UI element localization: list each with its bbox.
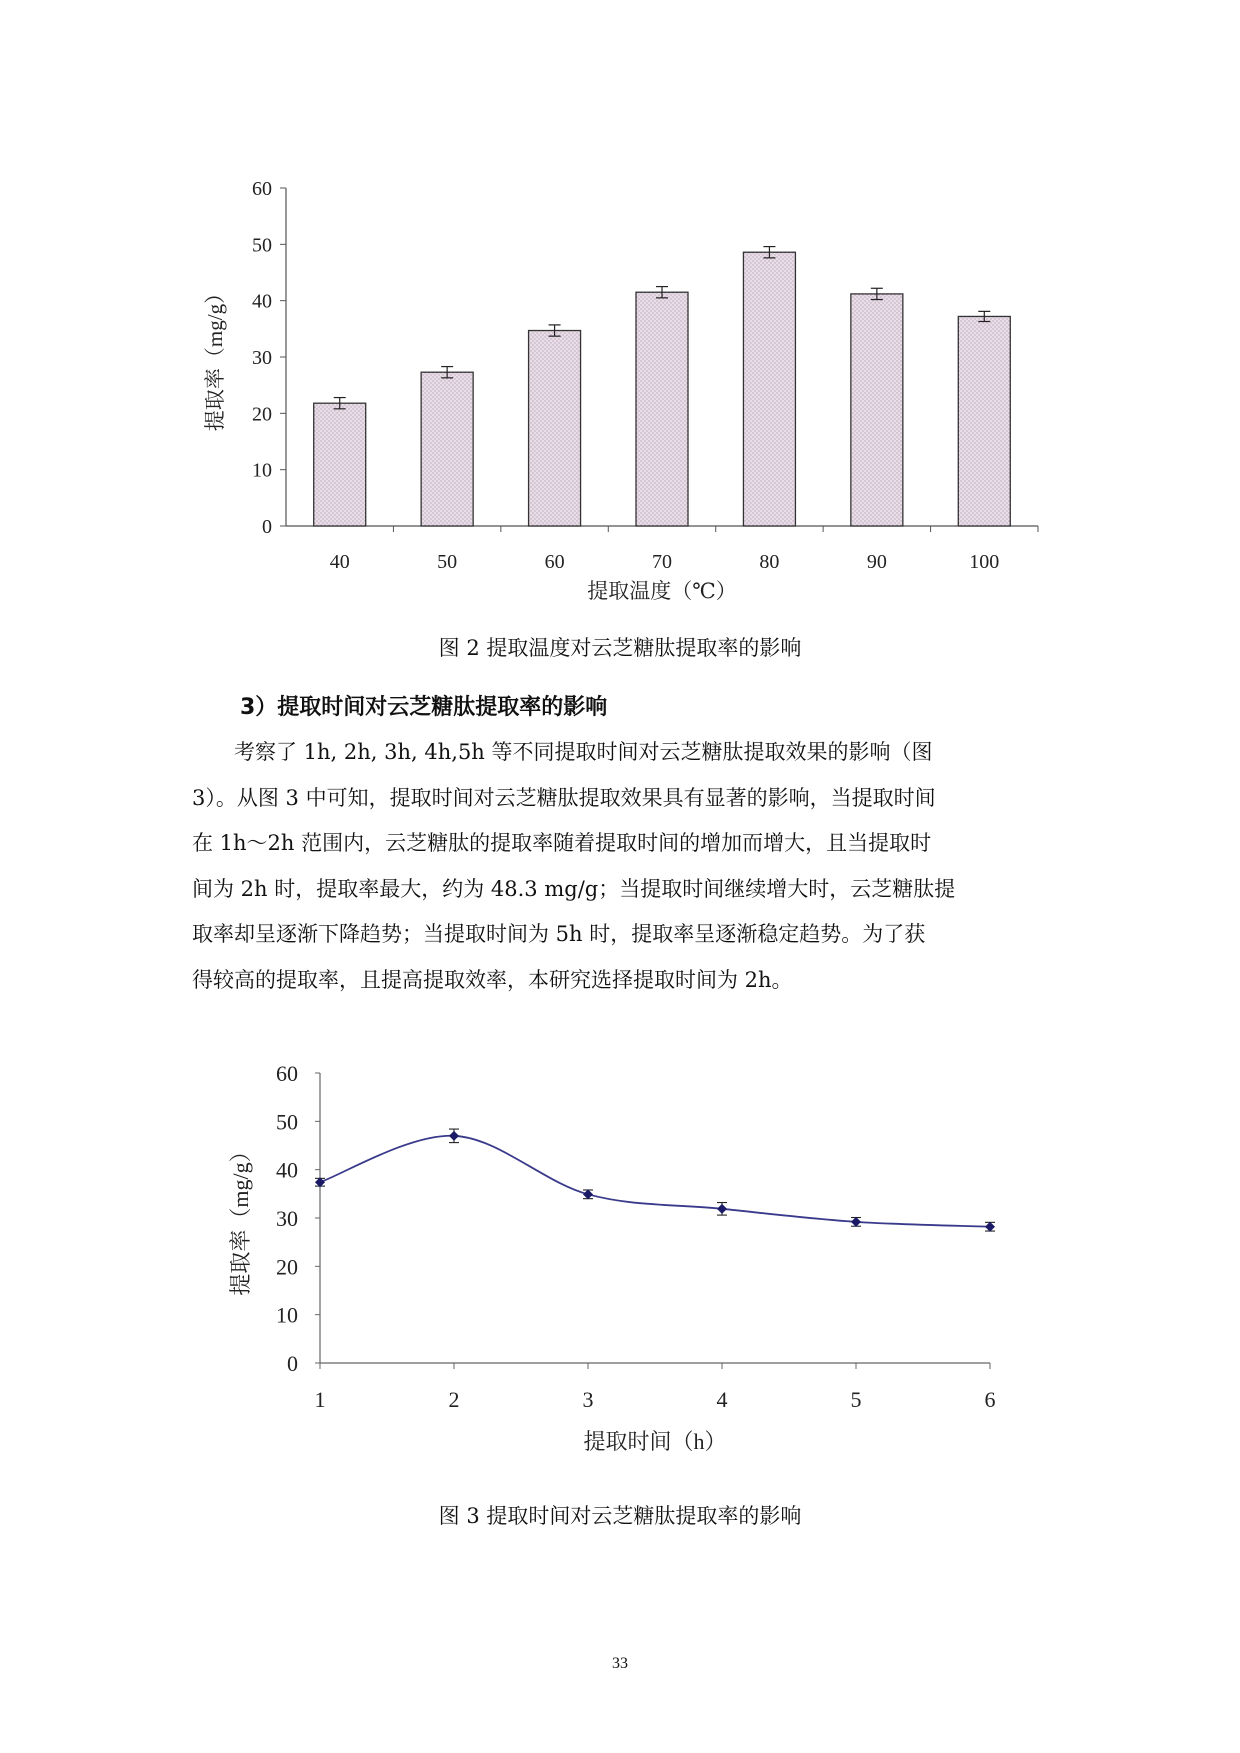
x-tick-label: 80 [759, 551, 780, 573]
x-axis-title: 提取时间（h） [583, 1429, 727, 1454]
bar-90 [851, 294, 903, 526]
y-axis-title: 提取率（mg/g） [203, 282, 227, 432]
x-tick-label: 3 [582, 1387, 594, 1412]
bar-100 [958, 316, 1010, 526]
x-tick-label: 100 [969, 551, 1000, 573]
bar-70 [636, 292, 688, 526]
y-tick-label: 10 [276, 1302, 298, 1328]
x-tick-label: 90 [866, 551, 887, 573]
data-point-marker [851, 1217, 861, 1227]
bar-40 [314, 403, 366, 526]
figure-3-caption: 图 3 提取时间对云芝糖肽提取率的影响 [438, 1504, 802, 1528]
x-tick-label: 40 [329, 551, 350, 573]
figure-2-bar-chart [190, 170, 1050, 603]
x-tick-label: 6 [984, 1387, 996, 1412]
y-tick-label: 0 [287, 1351, 298, 1376]
paragraph-line: 得较高的提取率，且提高提取效率，本研究选择提取时间为 2h。 [192, 967, 793, 992]
y-tick-label: 50 [252, 234, 272, 257]
y-tick-label: 40 [276, 1157, 298, 1183]
bar-60 [529, 331, 581, 526]
page-number: 33 [612, 1655, 628, 1672]
y-tick-label: 50 [276, 1109, 298, 1135]
series-line [320, 1136, 990, 1227]
y-tick-label: 20 [252, 403, 272, 426]
x-tick-label: 2 [448, 1387, 460, 1412]
x-tick-label: 5 [850, 1387, 862, 1412]
y-tick-label: 20 [276, 1254, 298, 1280]
y-tick-label: 40 [252, 290, 272, 313]
x-tick-label: 50 [437, 551, 458, 573]
bar-80 [743, 252, 795, 526]
paragraph-line: 考察了 1h, 2h, 3h, 4h,5h 等不同提取时间对云芝糖肽提取效果的影响（图 [234, 740, 933, 764]
figure-3-line-chart [220, 1055, 1030, 1475]
paragraph-line: 取率却呈逐渐下降趋势；当提取时间为 5h 时，提取率呈逐渐稳定趋势。为了获 [192, 922, 926, 946]
data-point-marker [583, 1189, 593, 1199]
body-paragraph [192, 730, 1057, 1003]
paragraph-line: 间为 2h 时，提取率最大，约为 48.3 mg/g；当提取时间继续增大时，云芝糖肽提 [192, 876, 956, 901]
y-tick-label: 60 [276, 1061, 298, 1086]
y-tick-label: 30 [276, 1206, 298, 1231]
y-tick-label: 10 [252, 459, 272, 482]
y-axis-title: 提取率（mg/g） [228, 1140, 253, 1296]
x-tick-label: 60 [544, 551, 565, 573]
section-heading: 3）提取时间对云芝糖肽提取率的影响 [240, 695, 608, 720]
figure-2-caption: 图 2 提取温度对云芝糖肽提取率的影响 [438, 636, 802, 660]
paragraph-line: 3）。从图 3 中可知，提取时间对云芝糖肽提取效果具有显著的影响，当提取时间 [192, 785, 936, 810]
paragraph-line: 在 1h～2h 范围内，云芝糖肽的提取率随着提取时间的增加而增大，且当提取时 [192, 831, 932, 855]
x-tick-label: 70 [652, 551, 672, 573]
y-tick-label: 0 [262, 516, 272, 538]
data-point-marker [985, 1222, 995, 1232]
y-tick-label: 30 [252, 347, 272, 369]
data-point-marker [449, 1131, 459, 1141]
bar-50 [421, 372, 473, 526]
y-tick-label: 60 [252, 178, 272, 200]
data-point-marker [717, 1204, 727, 1214]
x-tick-label: 4 [716, 1387, 728, 1412]
x-axis-title: 提取温度（℃） [587, 579, 737, 603]
x-tick-label: 1 [314, 1387, 326, 1412]
